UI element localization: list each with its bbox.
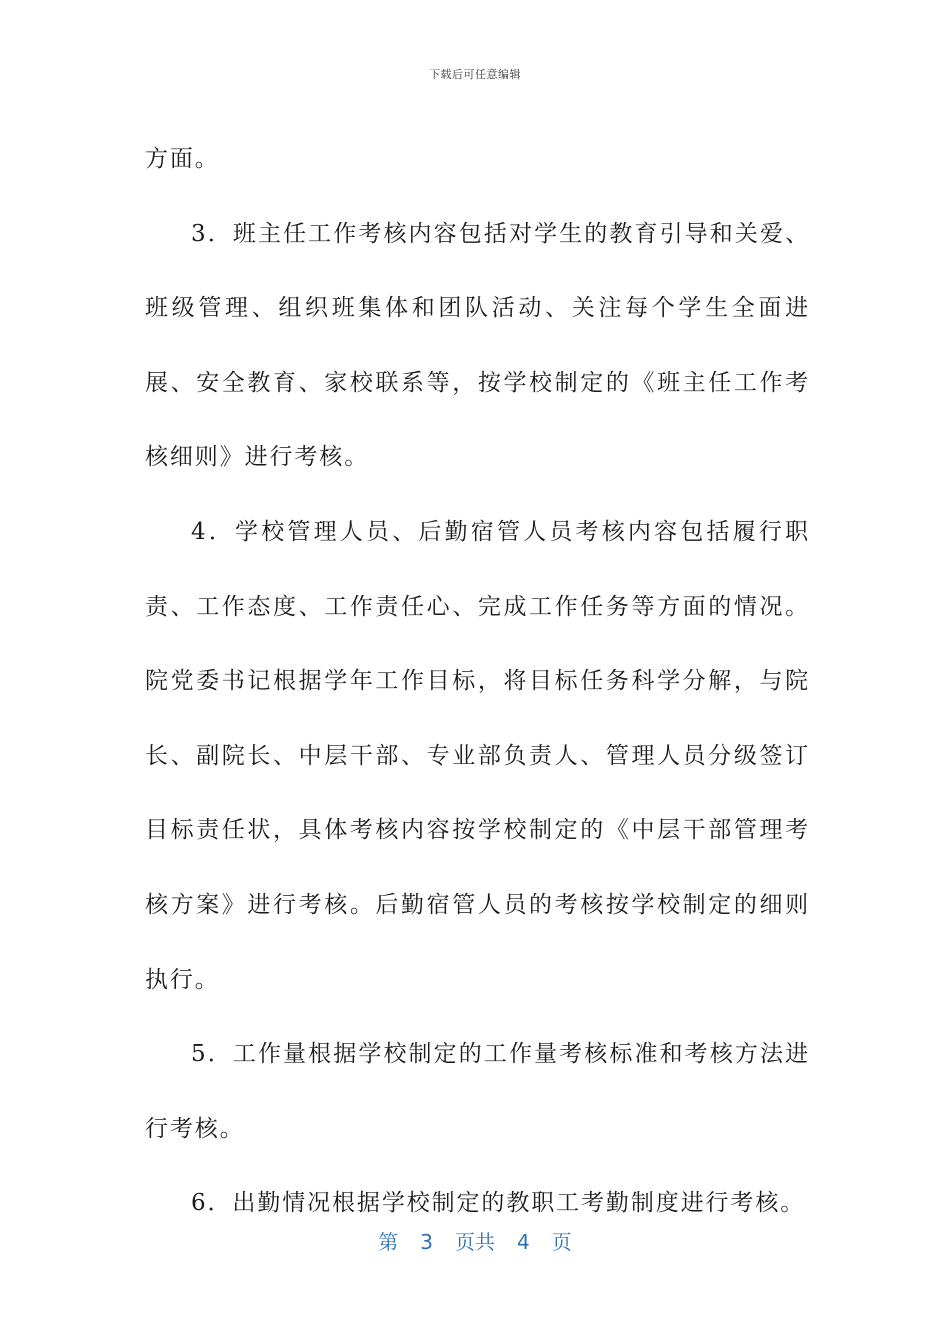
document-body bbox=[145, 122, 810, 1241]
footer-page-number: 3 bbox=[420, 1230, 433, 1254]
footer-suffix: 页 bbox=[551, 1230, 572, 1254]
footer-middle: 页共 bbox=[455, 1230, 495, 1254]
footer-total-pages: 4 bbox=[517, 1230, 530, 1254]
paragraph-item-6: 6．出勤情况根据学校制定的教职工考勤制度进行考核。 bbox=[191, 1190, 806, 1217]
paragraph-item-3: 3．班主任工作考核内容包括对学生的教育引导和关爱、班级管理、组织班集体和团队活动、关注每个学生全面进展、安全教育、家校联系等，按学校制定的《班主任工作考核细则》进行考核。 bbox=[145, 220, 810, 471]
paragraph-item-4: 4．学校管理人员、后勤宿管人员考核内容包括履行职责、工作态度、工作责任心、完成工作任务等方面的情况。院党委书记根据学年工作目标，将目标任务科学分解，与院长、副院长、中层干部、专业部负责人、管理人员分级签订目标责任状，具体考核内容按学校制定的《中层干部管理考核方案》进行考核。后勤宿管人员的考核按学校制定的细则执行。 bbox=[145, 518, 810, 993]
paragraph-continuation: 方面。 bbox=[145, 146, 220, 172]
page-footer bbox=[0, 1226, 950, 1255]
footer-prefix: 第 bbox=[378, 1230, 399, 1254]
paragraph-item-5: 5．工作量根据学校制定的工作量考核标准和考核方法进行考核。 bbox=[145, 1041, 810, 1142]
page-header: 下载后可任意编辑 bbox=[429, 68, 521, 81]
